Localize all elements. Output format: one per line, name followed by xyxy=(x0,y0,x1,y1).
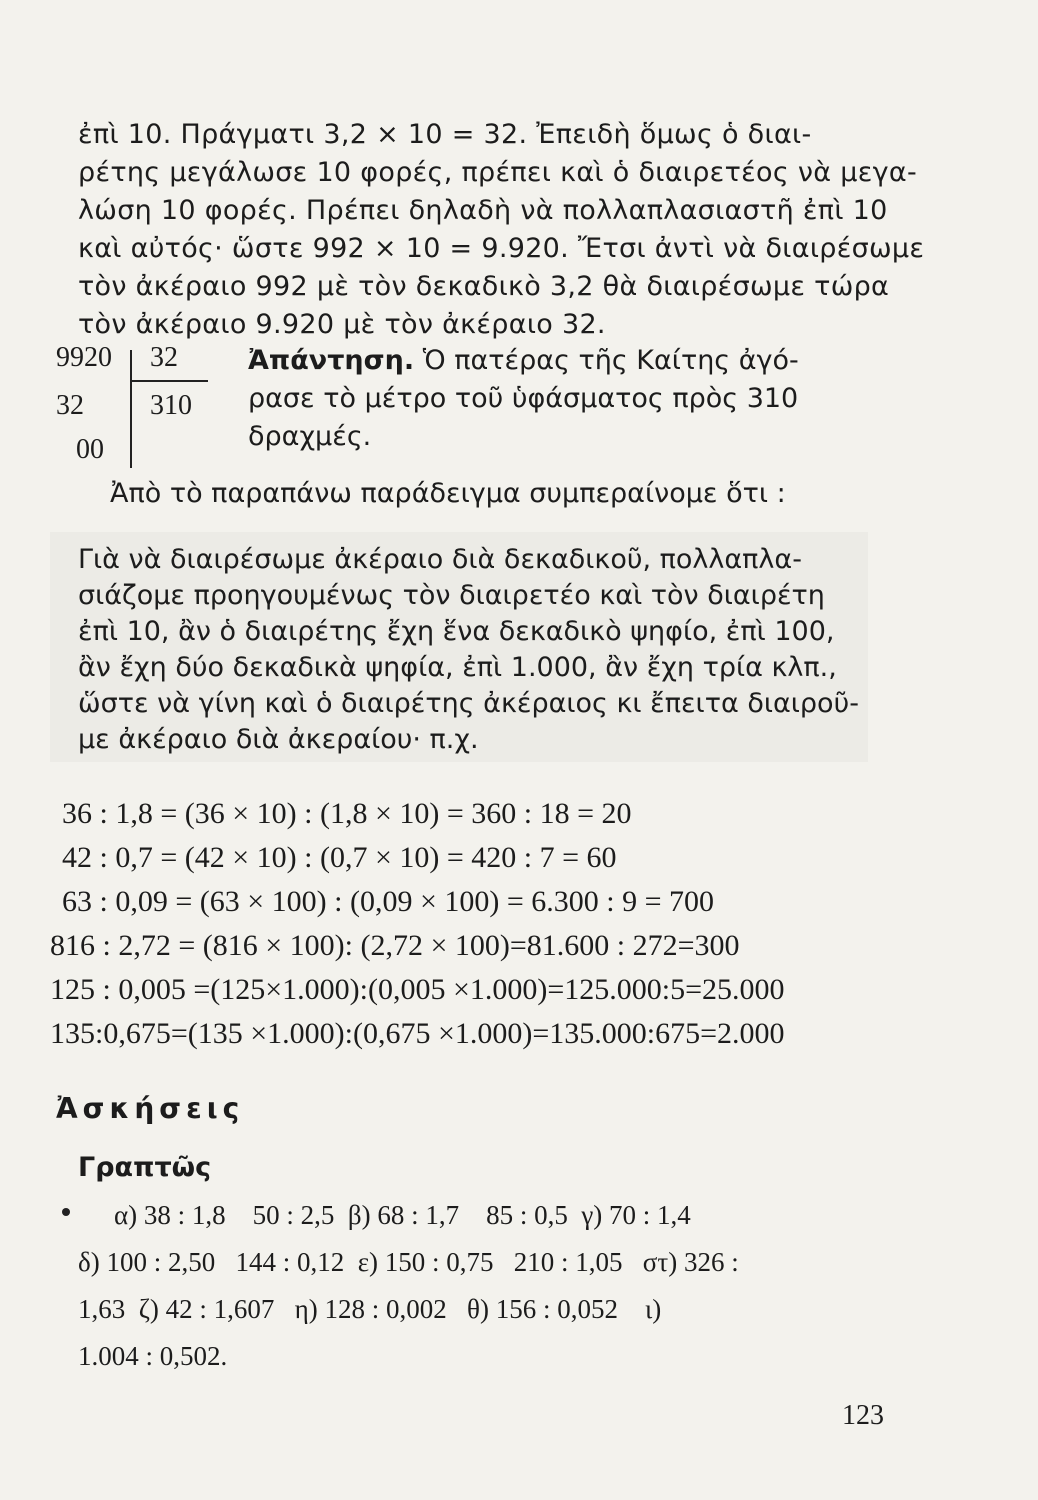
example-line: 63 : 0,09 = (63 × 100) : (0,09 × 100) = 6.300 : 9 = 700 xyxy=(62,885,715,918)
dividend: 9920 xyxy=(56,342,112,373)
answer-line: δραχμές. xyxy=(248,421,372,452)
exercise-line: α) 38 : 1,8 50 : 2,5 β) 68 : 1,7 85 : 0,5 γ) 70 : 1,4 xyxy=(114,1200,691,1230)
examples-block xyxy=(50,792,890,1056)
divisor: 32 xyxy=(150,342,178,373)
long-division xyxy=(56,342,236,472)
division-step: 32 xyxy=(56,390,84,421)
rule-line: ἂν ἔχη δύο δεκαδικὰ ψηφία, ἐπὶ 1.000, ἂν ἔχη τρία κλπ., xyxy=(78,652,837,683)
rule-line: σιάζομε προηγουμένως τὸν διαιρετέο καὶ τὸν διαιρέτη xyxy=(78,580,825,611)
example-line: 42 : 0,7 = (42 × 10) : (0,7 × 10) = 420 : 7 = 60 xyxy=(62,841,617,874)
division-horizontal-line xyxy=(132,380,208,382)
exercise-line: δ) 100 : 2,50 144 : 0,12 ε) 150 : 0,75 210 : 1,05 στ) 326 : xyxy=(78,1247,739,1277)
text-line: λώση 10 φορές. Πρέπει δηλαδὴ νὰ πολλαπλασιαστῆ ἐπὶ 10 xyxy=(78,195,888,226)
exercise-line: 1,63 ζ) 42 : 1,607 η) 128 : 0,002 θ) 156 : 0,052 ι) xyxy=(78,1294,662,1324)
text-line: τὸν ἀκέραιο 9.920 μὲ τὸν ἀκέραιο 32. xyxy=(78,309,606,340)
text-line: τὸν ἀκέραιο 992 μὲ τὸν δεκαδικὸ 3,2 θὰ διαιρέσωμε τώρα xyxy=(78,271,890,302)
remainder: 00 xyxy=(76,434,104,465)
exercise-list xyxy=(78,1192,868,1380)
example-line: 816 : 2,72 = (816 × 100): (2,72 × 100)=81.600 : 272=300 xyxy=(50,929,740,962)
exercise-line: 1.004 : 0,502. xyxy=(78,1341,228,1371)
rule-line: ὥστε νὰ γίνη καὶ ὁ διαιρέτης ἀκέραιος κι ἔπειτα διαιροῦ- xyxy=(78,688,859,719)
text-line: ρέτης μεγάλωσε 10 φορές, πρέπει καὶ ὁ διαιρετέος νὰ μεγα- xyxy=(78,157,918,188)
answer-line: Ὁ πατέρας τῆς Καίτης ἀγό- xyxy=(422,345,799,376)
rule-line: ἐπὶ 10, ἂν ὁ διαιρέτης ἔχη ἕνα δεκαδικὸ ψηφίο, ἐπὶ 100, xyxy=(78,616,835,647)
written-heading: Γραπτῶς xyxy=(78,1152,212,1183)
intro-paragraph xyxy=(78,116,925,344)
answer-paragraph xyxy=(248,342,888,456)
rule-line: Γιὰ νὰ διαιρέσωμε ἀκέραιο διὰ δεκαδικοῦ, πολλαπλα- xyxy=(78,544,802,575)
division-vertical-line xyxy=(130,350,132,468)
example-line: 36 : 1,8 = (36 × 10) : (1,8 × 10) = 360 : 18 = 20 xyxy=(62,797,632,830)
text-line: καὶ αὐτός· ὥστε 992 × 10 = 9.920. Ἔτσι ἀντὶ νὰ διαιρέσωμε xyxy=(78,233,925,264)
rule-box xyxy=(50,532,868,762)
example-line: 125 : 0,005 =(125×1.000):(0,005 ×1.000)=125.000:5=25.000 xyxy=(50,973,785,1006)
page-number: 123 xyxy=(842,1400,884,1431)
text-line: ἐπὶ 10. Πράγματι 3,2 × 10 = 32. Ἐπειδὴ ὅμως ὁ διαι- xyxy=(78,119,812,150)
rule-line: με ἀκέραιο διὰ ἀκεραίου· π.χ. xyxy=(78,724,479,755)
quotient: 310 xyxy=(150,390,192,421)
answer-label: Ἀπάντηση. xyxy=(248,345,415,376)
conclusion-text: Ἀπὸ τὸ παραπάνω παράδειγμα συμπεραίνομε ὅτι : xyxy=(110,478,786,509)
example-line: 135:0,675=(135 ×1.000):(0,675 ×1.000)=135.000:675=2.000 xyxy=(50,1017,785,1050)
bullet-dot-icon xyxy=(62,1208,70,1216)
exercises-heading: Ἀσκήσεις xyxy=(56,1092,245,1125)
answer-line: ρασε τὸ μέτρο τοῦ ὑφάσματος πρὸς 310 xyxy=(248,383,799,414)
